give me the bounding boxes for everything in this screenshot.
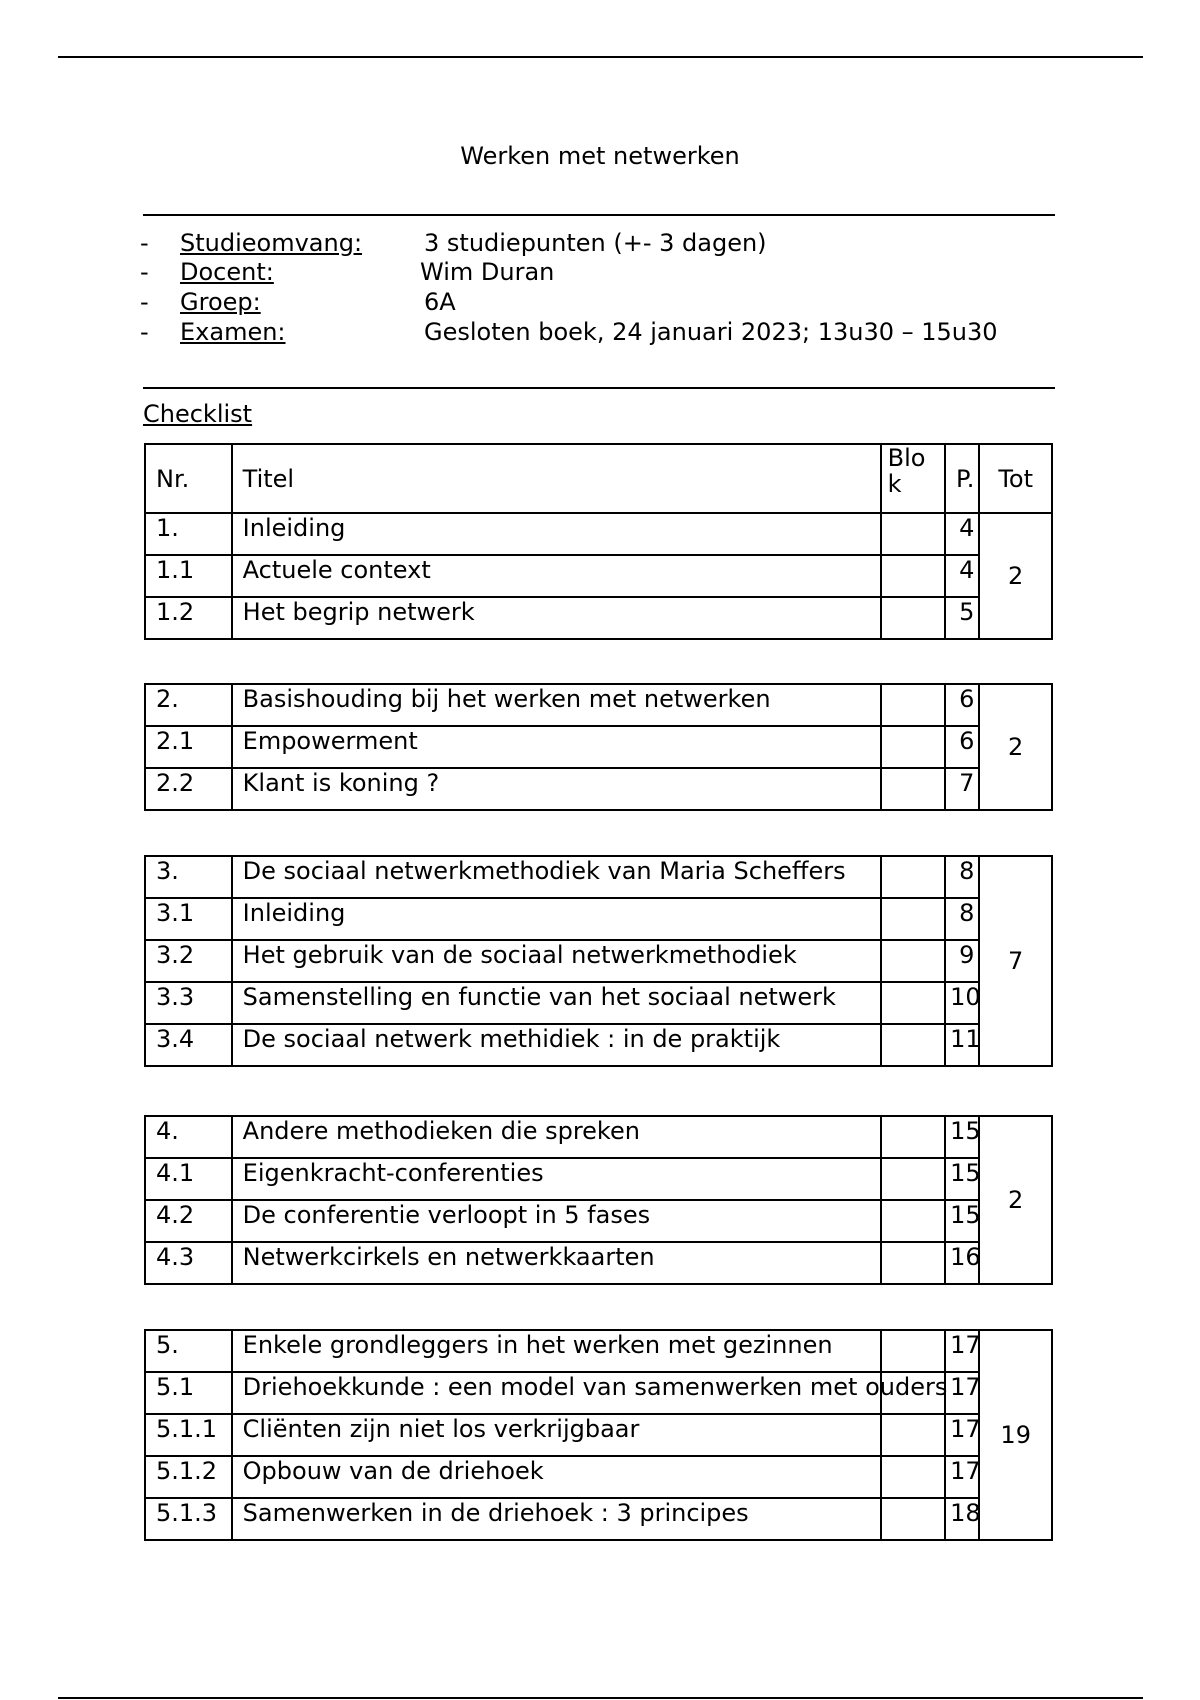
row-page: 8 [945, 856, 979, 898]
checklist-table-5 [144, 1329, 1053, 1541]
row-nr: 2. [145, 684, 232, 726]
row-titel: De sociaal netwerk methidiek : in de praktijk [232, 1024, 881, 1066]
section-total: 19 [979, 1330, 1052, 1540]
row-titel: Basishouding bij het werken met netwerken [232, 684, 881, 726]
row-page: 4 [945, 513, 979, 555]
row-nr: 5.1.1 [145, 1414, 232, 1456]
row-titel: Samenwerken in de driehoek : 3 principes [232, 1498, 881, 1540]
row-blok [881, 856, 945, 898]
table-row [145, 1024, 1052, 1066]
row-page: 6 [945, 684, 979, 726]
checklist-heading: Checklist [143, 400, 253, 428]
header-blok: Blok [881, 444, 945, 513]
table-row [145, 1158, 1052, 1200]
row-nr: 3.4 [145, 1024, 232, 1066]
row-page: 17 [945, 1372, 979, 1414]
row-blok [881, 597, 945, 639]
row-titel: Actuele context [232, 555, 881, 597]
row-titel: Netwerkcirkels en netwerkkaarten [232, 1242, 881, 1284]
table-row [145, 555, 1052, 597]
table-row [145, 1456, 1052, 1498]
row-nr: 1. [145, 513, 232, 555]
meta-value: Wim Duran [420, 258, 555, 286]
row-titel: Het begrip netwerk [232, 597, 881, 639]
section-total: 2 [979, 1116, 1052, 1284]
row-page: 7 [945, 768, 979, 810]
checklist-table-2 [144, 683, 1053, 811]
row-nr: 1.1 [145, 555, 232, 597]
row-page: 17 [945, 1414, 979, 1456]
table-row [145, 856, 1052, 898]
row-titel: Klant is koning ? [232, 768, 881, 810]
row-nr: 5.1 [145, 1372, 232, 1414]
meta-label: Docent: [180, 258, 274, 286]
row-page: 6 [945, 726, 979, 768]
meta-bottom-rule [143, 387, 1055, 389]
row-nr: 1.2 [145, 597, 232, 639]
table-row [145, 1200, 1052, 1242]
page-top-rule [58, 56, 1143, 58]
row-blok [881, 513, 945, 555]
header-p: P. [945, 444, 979, 513]
row-nr: 4.3 [145, 1242, 232, 1284]
header-tot: Tot [979, 444, 1052, 513]
row-blok [881, 1158, 945, 1200]
row-blok [881, 898, 945, 940]
row-nr: 5. [145, 1330, 232, 1372]
row-page: 15 [945, 1116, 979, 1158]
table-row [145, 982, 1052, 1024]
table-row [145, 597, 1052, 639]
row-page: 11 [945, 1024, 979, 1066]
table-row [145, 940, 1052, 982]
row-blok [881, 1330, 945, 1372]
row-page: 4 [945, 555, 979, 597]
row-page: 9 [945, 940, 979, 982]
table-row [145, 1414, 1052, 1456]
row-blok [881, 555, 945, 597]
bullet-dash: - [140, 288, 149, 316]
table-row [145, 513, 1052, 555]
row-page: 8 [945, 898, 979, 940]
table-row [145, 684, 1052, 726]
row-nr: 3. [145, 856, 232, 898]
header-titel: Titel [232, 444, 881, 513]
meta-value: 6A [424, 288, 456, 316]
meta-label: Examen: [180, 318, 286, 346]
section-total: 2 [979, 684, 1052, 810]
row-page: 15 [945, 1158, 979, 1200]
row-titel: De conferentie verloopt in 5 fases [232, 1200, 881, 1242]
row-titel: Empowerment [232, 726, 881, 768]
row-page: 15 [945, 1200, 979, 1242]
row-blok [881, 1242, 945, 1284]
row-page: 16 [945, 1242, 979, 1284]
row-titel: Inleiding [232, 513, 881, 555]
table-row [145, 1498, 1052, 1540]
table-row [145, 1372, 1052, 1414]
row-blok [881, 768, 945, 810]
row-nr: 3.2 [145, 940, 232, 982]
row-titel: De sociaal netwerkmethodiek van Maria Scheffers [232, 856, 881, 898]
row-nr: 2.1 [145, 726, 232, 768]
table-row [145, 1242, 1052, 1284]
row-blok [881, 1024, 945, 1066]
row-nr: 2.2 [145, 768, 232, 810]
row-blok [881, 726, 945, 768]
meta-label: Studieomvang: [180, 229, 363, 257]
meta-value: 3 studiepunten (+- 3 dagen) [424, 229, 767, 257]
meta-value: Gesloten boek, 24 januari 2023; 13u30 – 15u30 [424, 318, 998, 346]
table-row [145, 1330, 1052, 1372]
row-nr: 5.1.3 [145, 1498, 232, 1540]
row-nr: 4. [145, 1116, 232, 1158]
row-nr: 5.1.2 [145, 1456, 232, 1498]
row-titel: Opbouw van de driehoek [232, 1456, 881, 1498]
row-page: 5 [945, 597, 979, 639]
row-page: 17 [945, 1456, 979, 1498]
section-total: 7 [979, 856, 1052, 1066]
row-nr: 3.3 [145, 982, 232, 1024]
row-titel: Het gebruik van de sociaal netwerkmethodiek [232, 940, 881, 982]
bullet-dash: - [140, 318, 149, 346]
document-title: Werken met netwerken [460, 142, 740, 170]
section-total: 2 [979, 513, 1052, 639]
table-row [145, 726, 1052, 768]
row-titel: Samenstelling en functie van het sociaal netwerk [232, 982, 881, 1024]
row-blok [881, 940, 945, 982]
meta-top-rule [143, 214, 1055, 216]
row-nr: 4.2 [145, 1200, 232, 1242]
row-blok [881, 1456, 945, 1498]
row-blok [881, 1116, 945, 1158]
checklist-table-3 [144, 855, 1053, 1067]
row-blok [881, 1498, 945, 1540]
row-page: 18 [945, 1498, 979, 1540]
table-header-row [145, 444, 1052, 513]
checklist-table-4 [144, 1115, 1053, 1285]
row-titel: Inleiding [232, 898, 881, 940]
table-row [145, 768, 1052, 810]
checklist-table-1 [144, 443, 1053, 640]
row-blok [881, 1200, 945, 1242]
bullet-dash: - [140, 229, 149, 257]
row-blok [881, 684, 945, 726]
table-row [145, 1116, 1052, 1158]
row-titel: Enkele grondleggers in het werken met gezinnen [232, 1330, 881, 1372]
page-bottom-rule [58, 1697, 1143, 1699]
meta-label: Groep: [180, 288, 261, 316]
row-blok [881, 1414, 945, 1456]
header-nr: Nr. [145, 444, 232, 513]
bullet-dash: - [140, 258, 149, 286]
row-page: 10 [945, 982, 979, 1024]
row-titel: Cliënten zijn niet los verkrijgbaar [232, 1414, 881, 1456]
row-titel: Andere methodieken die spreken [232, 1116, 881, 1158]
table-row [145, 898, 1052, 940]
row-nr: 3.1 [145, 898, 232, 940]
row-blok [881, 982, 945, 1024]
row-page: 17 [945, 1330, 979, 1372]
row-titel: Driehoekkunde : een model van samenwerken met ouders [232, 1372, 881, 1414]
row-titel: Eigenkracht-conferenties [232, 1158, 881, 1200]
row-nr: 4.1 [145, 1158, 232, 1200]
